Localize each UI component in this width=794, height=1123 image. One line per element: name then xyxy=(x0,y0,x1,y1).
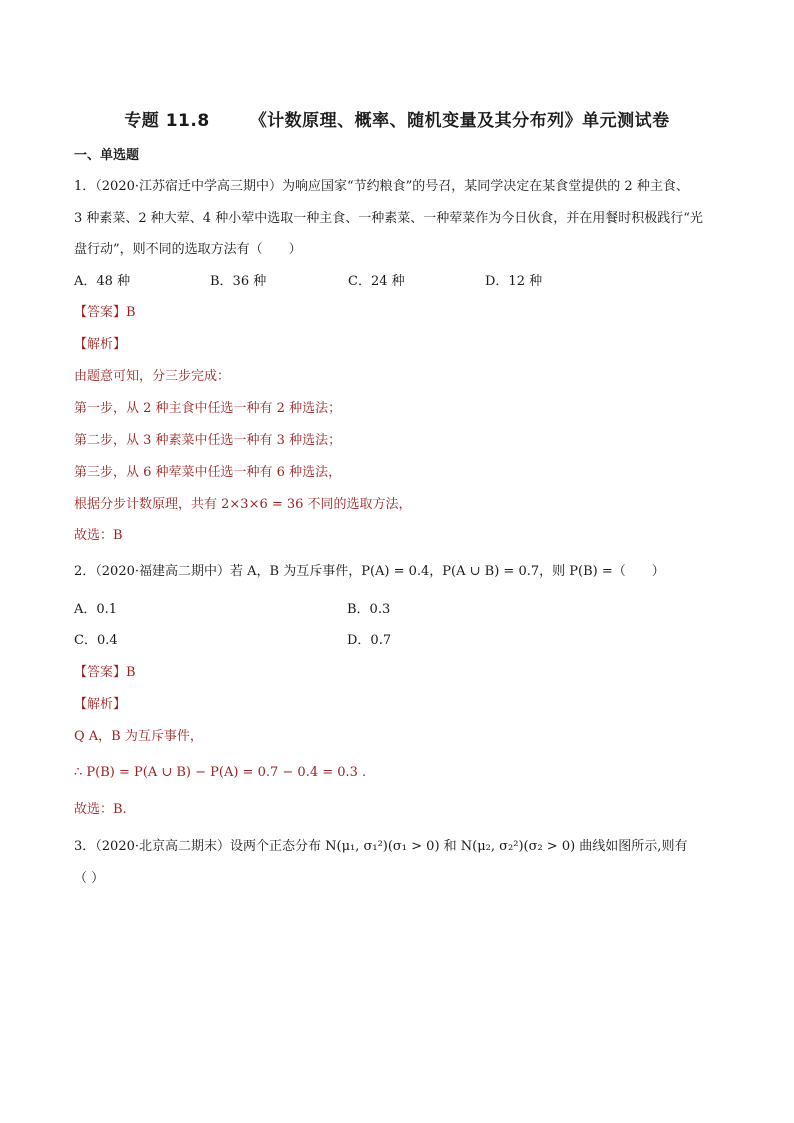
q1-option-c: C．24 种 xyxy=(348,274,405,289)
q2-option-d: D．0.7 xyxy=(347,633,392,648)
q1-solution-line: 根据分步计数原理，共有 2×3×6 = 36 不同的选取方法， xyxy=(74,497,412,512)
q1-solution-line: 故选：B xyxy=(74,528,123,543)
q1-solution-line: 第三步，从 6 种荤菜中任选一种有 6 种选法， xyxy=(74,465,342,480)
q1-stem-line2: 3 种素菜、2 种大荤、4 种小荤中选取一种主食、一种素菜、一种荤菜作为今日伙食，并在用餐时积极践行“光 xyxy=(74,211,703,226)
section-heading: 一、单选题 xyxy=(74,148,140,163)
q2-option-b: B．0.3 xyxy=(347,602,391,617)
q2-stem-line1: 2．（2020·福建高二期中）若 A，B 为互斥事件，P(A) = 0.4，P(A ∪ B) = 0.7，则 P(B) =（ ） xyxy=(74,564,665,579)
q1-answer: 【答案】B xyxy=(74,305,136,320)
title-name: 《计数原理、概率、随机变量及其分布列》单元测试卷 xyxy=(249,111,670,131)
q1-option-d: D．12 种 xyxy=(485,274,543,289)
q1-stem-line1: 1．（2020·江苏宿迁中学高三期中）为响应国家“节约粮食”的号召，某同学决定在某食堂提供的 2 种主食、 xyxy=(74,179,689,194)
q2-solution-line: ∴ P(B) = P(A ∪ B) − P(A) = 0.7 − 0.4 = 0.3 . xyxy=(74,765,367,780)
q2-answer: 【答案】B xyxy=(74,665,136,680)
q2-analysis-label: 【解析】 xyxy=(74,697,127,712)
q2-solution-line: 故选：B. xyxy=(74,802,127,817)
q2-option-c: C．0.4 xyxy=(74,633,118,648)
q3-stem-line1: 3．（2020·北京高二期末）设两个正态分布 N(μ₁, σ₁²)(σ₁ > 0) 和 N(μ₂, σ₂²)(σ₂ > 0) 曲线如图所示,则有 xyxy=(74,839,688,854)
q1-analysis-label: 【解析】 xyxy=(74,337,127,352)
q2-solution-line: Q A，B 为互斥事件， xyxy=(74,729,203,744)
q1-stem-line3: 盘行动”，则不同的选取方法有（ ） xyxy=(74,242,302,257)
q1-option-a: A．48 种 xyxy=(74,274,131,289)
q1-solution-line: 第二步，从 3 种素菜中任选一种有 3 种选法； xyxy=(74,433,342,448)
q1-option-b: B．36 种 xyxy=(210,274,267,289)
title-topic: 专题 11.8 xyxy=(124,111,210,131)
q2-option-a: A．0.1 xyxy=(74,602,118,617)
q1-solution-line: 第一步，从 2 种主食中任选一种有 2 种选法； xyxy=(74,401,342,416)
page-title xyxy=(0,106,794,131)
q3-stem-line2: （ ） xyxy=(74,871,105,886)
q1-solution-line: 由题意可知，分三步完成： xyxy=(74,369,231,384)
